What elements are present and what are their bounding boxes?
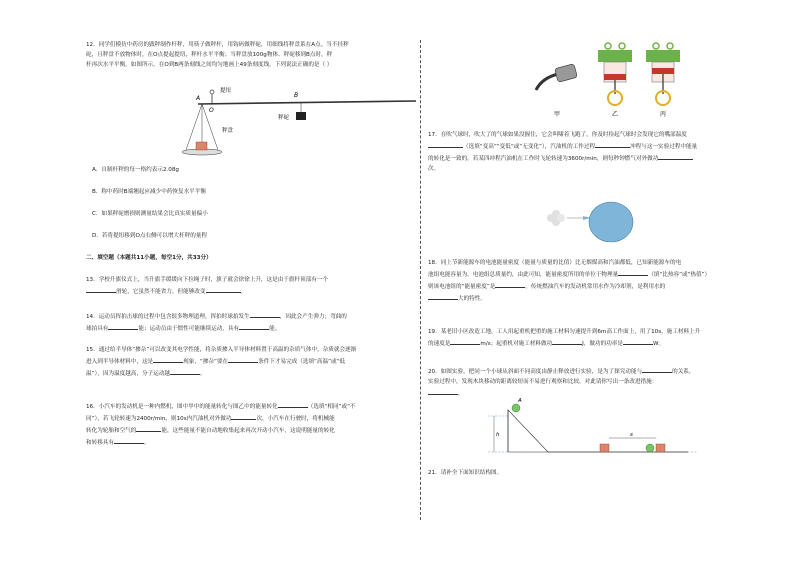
question-12 [86, 40, 416, 70]
q12-option-c: C．如果秤砣磨损则测量结果会比真实质量偏小 [92, 211, 208, 217]
bing-valve-right [667, 43, 673, 49]
label-a: A [518, 398, 522, 404]
label-s: s [630, 432, 633, 438]
q17-blank-2[interactable] [595, 140, 630, 148]
label-h: h [496, 432, 500, 438]
q19-blank-2[interactable] [552, 337, 582, 345]
label-b: B [294, 92, 299, 99]
balloon [589, 202, 633, 242]
jia-tube [536, 74, 558, 90]
steelyard-rod [198, 101, 416, 104]
q16-blank-3[interactable] [136, 424, 161, 432]
yi-valve-left [605, 43, 611, 49]
question-17: 17．在吹气球时，吹大了的气球如果没握住，它会叫啸着飞跑了，你及时捡起气球时会发现它的嘴部温度 （选填“变高”“变低”或“无变化”），汽油机的工作过程 冲程与这一实验过程中能量 的转化是一致的。若某四冲程汽油机在工作时飞轮转速为3600r/min，则每秒钟燃气对外做功 次。 [428, 132, 698, 172]
tiniu-ring [210, 90, 214, 94]
chengtuo [296, 112, 306, 120]
q13-blank-2[interactable] [206, 285, 241, 293]
label-o: O [209, 107, 214, 114]
question-21: 21．请补全下面知识结构图。 [428, 470, 503, 476]
engine-figures [528, 40, 728, 120]
q17-blank-1[interactable] [428, 140, 463, 148]
ramp [508, 410, 548, 452]
question-20: 20．如图实验，把同一个小球从斜面不同高度由静止释放进行实验，是为了探究动能与 的关系， 实验过程中，发现木块移动的距离较短而不易进行观察和比较，对此请你写出一条改进措施： 。 [428, 365, 758, 399]
air-puff-4 [557, 214, 565, 222]
pan-weight [196, 142, 207, 150]
question-16: 16．小汽车的发动机是一种内燃机，图中甲中的能量转化与图乙中的能量转化 （选填“相同”或“不 同”），若飞轮转速为2400r/min，则10s内汽油机对外做功 次，小汽车在行驶时，将机械能 转化为轮胎和空气的 能，这些能量不能自动地收集起来再次开动小汽车，这说明能量的转化 和转移具有 。 [86, 400, 416, 448]
q18-blank-2[interactable] [495, 280, 525, 288]
bing-valve-left [653, 43, 659, 49]
q19-blank-3[interactable] [623, 337, 653, 345]
q16-blank-2[interactable] [231, 412, 256, 420]
q12-steelyard-figure [176, 84, 426, 164]
q12-line-3: 杆再次水平平衡，如图所示。在O到B两条刻线之间均匀地画上49条刻度线。下列说法正确的是（ ） [86, 62, 333, 68]
ball-a [512, 404, 520, 412]
q12-option-b: B．称中药时B端翘起应减少中药恢复水平平衡 [92, 189, 206, 195]
q12-option-a: A．自制杆秤的每一格约表示2.08g [92, 167, 179, 173]
q14-blank-1[interactable] [250, 310, 280, 318]
figure-bing [646, 43, 680, 105]
question-15: 15．通过给半导体“掺杂”可以改变其电学性能，将杂质掺入半导体材料置于高温的杂质气体中，杂质就会逐渐 进入到半导体材料中，这是 现象，“掺杂”要在 条件下才易完成（选填“高温”或“低 温”），因为温度越高，分子运动越 。 [86, 347, 357, 377]
q20-blank-2[interactable] [428, 387, 458, 395]
figure-jia [536, 64, 577, 90]
jia-cup [555, 64, 578, 83]
label-chengtuo: 秤砣 [278, 115, 290, 121]
question-13: 13．学校升旗仪式上，当升旗手缓缓向下拉绳子时，旗子就会徐徐上升，这是由于旗杆顶部有一个 滑轮，它虽然不能省力，但能够改变 。 [86, 277, 329, 295]
yi-valve-right [619, 43, 625, 49]
ramp-figure [488, 392, 728, 462]
q16-blank-1[interactable] [278, 400, 308, 408]
q12-line-2: 砣，且秤盘不放物体时，在O点提起提纽，秤杆水平平衡；当秤盘放100g物体、秤砣移到B点时，秤 [86, 52, 333, 58]
q15-blank-3[interactable] [170, 367, 200, 375]
block-end [656, 444, 665, 452]
label-chengpan: 秤盘 [222, 128, 234, 134]
q18-blank-1[interactable] [618, 268, 648, 276]
caption-yi: 乙 [612, 111, 619, 118]
q13-blank-1[interactable] [86, 285, 116, 293]
q14-blank-2[interactable] [108, 322, 138, 330]
q19-blank-1[interactable] [450, 337, 480, 345]
label-tiniu: 提纽 [220, 88, 232, 94]
caption-jia: 甲 [554, 111, 561, 118]
q15-blank-1[interactable] [153, 355, 183, 363]
question-19: 19．某老旧小区改造工地，工人用起重机把重的施工材料匀速提升到6m高工作面上，用了10s，施工材料上升 的速度是 m/s；起重机对施工材料做功 J，做功的功率是 W。 [428, 329, 701, 347]
section-2-heading: 二、填空题（本题共11小题，每空1分，共33分） [86, 255, 212, 261]
bing-piston [652, 68, 674, 74]
yi-head [598, 50, 632, 62]
q17-blank-3[interactable] [658, 152, 693, 160]
q16-blank-4[interactable] [114, 436, 144, 444]
label-a: A [196, 95, 201, 102]
figure-yi [598, 43, 632, 105]
balloon-figure [543, 200, 663, 250]
yi-piston [604, 74, 626, 80]
ball-end [646, 444, 654, 452]
bing-head [646, 50, 680, 62]
block-start [600, 444, 609, 452]
q15-blank-2[interactable] [228, 355, 258, 363]
q18-blank-3[interactable] [428, 292, 458, 300]
q20-blank-1[interactable] [642, 365, 672, 373]
q12-line-1: 12．同学们模仿中药房的戥秤制作杆秤，用筷子做秤杆，用钩码做秤砣，用细线将秤盘系在A点。当不挂秤 [86, 42, 349, 48]
q14-blank-3[interactable] [239, 322, 269, 330]
question-14: 14．运动员挥拍击球的过程中包含很多物理道理，挥拍时球拍发生 ，因此会产生弹力；弯曲的 球拍具有 能；运动员由于惯性可能继续运动，具有 能。 [86, 310, 416, 334]
question-18: 18．同上节新能源车的电池能量密度（能量与质量的比值）比无烟煤高和汽油都低，已知新能源车的电 池组电能容量为，电池组总质量约，由此可知，能量密度所用的单位于物理量 （填“比热容”或“热值”） 则该电池组的“能量密度”是 。传统燃油汽车的发动机常用水作为冷却剂，是利用水的 大的特性。 [428, 260, 711, 302]
caption-bing: 丙 [660, 111, 667, 118]
q12-option-d: D．若将提纽移到O点右侧可以增大杆秤的量程 [92, 233, 207, 239]
